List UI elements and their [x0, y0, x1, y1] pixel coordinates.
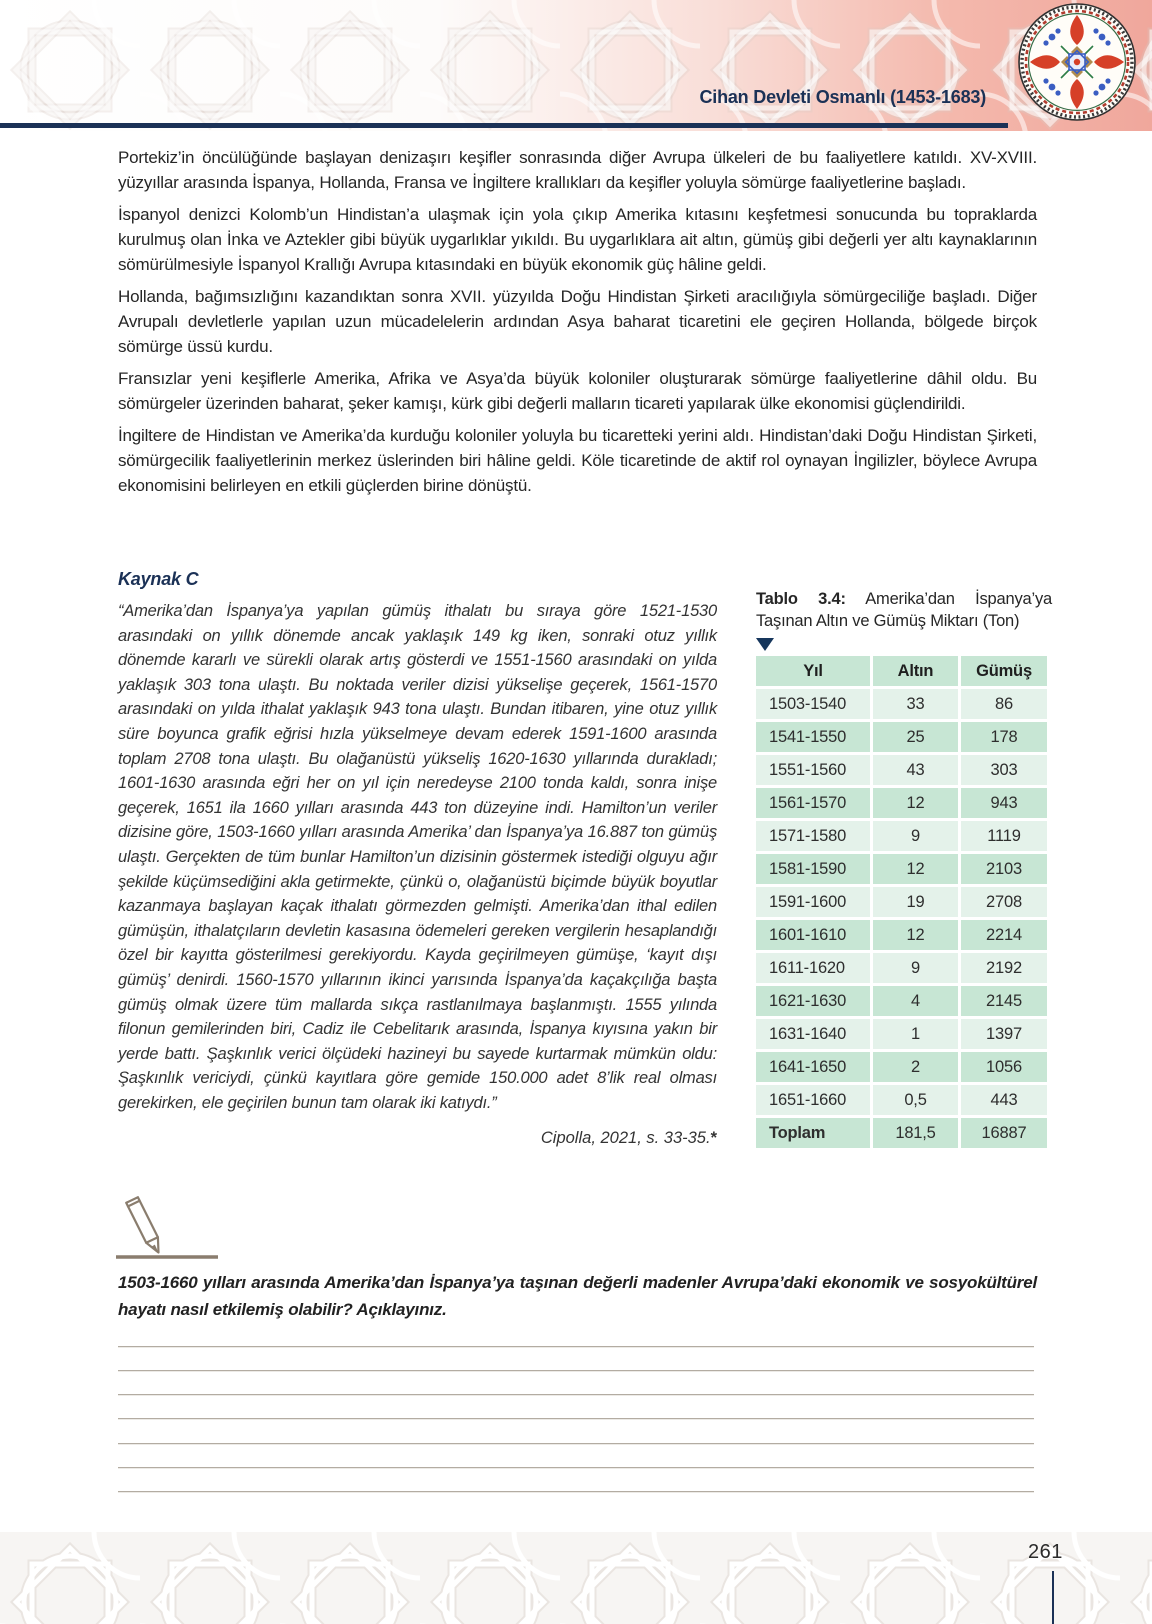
table-cell: 12: [873, 854, 958, 884]
table-cell: 1581-1590: [756, 854, 870, 884]
writing-line: [118, 1346, 1034, 1348]
table-total-row: [756, 1118, 1047, 1148]
gold-silver-table: [753, 653, 1050, 1151]
table-cell: 19: [873, 887, 958, 917]
table-cell: 12: [873, 788, 958, 818]
activity-question: 1503-1660 yılları arasında Amerika’dan İspanya’ya taşınan değerli madenler Avrupa’daki ekonomik ve sosyokültürel hayatı nasıl etkilemiş olabilir? Açıklayınız.: [118, 1273, 1037, 1319]
source-citation: Cipolla, 2021, s. 33-35.*: [540, 1129, 717, 1148]
table-row: [756, 953, 1047, 983]
table-row: [756, 821, 1047, 851]
page-footer: [0, 1532, 1152, 1624]
table-caption: [756, 588, 1052, 632]
table-row: [756, 986, 1047, 1016]
table-cell: 1611-1620: [756, 953, 870, 983]
paragraph: İngiltere de Hindistan ve Amerika’da kurduğu koloniler yoluyla bu ticaretteki yerini aldı. Hindistan’daki Doğu Hindistan Şirketi, sömürgecilik faaliyetlerinin merkez üslerinden biri hâline geldi. Köle ticaretinde de aktif rol oynayan İngilizler, böylece Avrupa ekonomisini belirleyen en etkili güçlerden birine dönüştü.: [118, 426, 1037, 495]
table-cell: 1631-1640: [756, 1019, 870, 1049]
table-total-cell: Toplam: [756, 1118, 870, 1148]
table-header-row: [756, 656, 1047, 686]
table-row: [756, 788, 1047, 818]
table-cell: 1591-1600: [756, 887, 870, 917]
writing-line: [118, 1467, 1034, 1469]
table-pointer-triangle-icon: [756, 638, 774, 651]
page-number: 261: [1028, 1541, 1063, 1563]
table-cell: 0,5: [873, 1085, 958, 1115]
table-cell: 1651-1660: [756, 1085, 870, 1115]
paragraph: Portekiz’in öncülüğünde başlayan denizaşırı keşifler sonrasında diğer Avrupa ülkeleri de bu faaliyetlere katıldı. XV-XVIII. yüzyıllar arasında İspanya, Hollanda, Fransa ve İngiltere krallıkları da keşifler yoluyla sömürge faaliyetlerine başladı.: [118, 148, 1037, 192]
table-cell: 178: [961, 722, 1047, 752]
source-quote-column: [118, 599, 717, 1148]
table-cell: 1541-1550: [756, 722, 870, 752]
table-row: [756, 755, 1047, 785]
table-cell: 2103: [961, 854, 1047, 884]
table-cell: 2145: [961, 986, 1047, 1016]
source-quote-text: “Amerika’dan İspanya’ya yapılan gümüş ithalatı bu sıraya göre 1521-1530 arasındaki on yıllık dönemde ancak yaklaşık 149 kg iken, sonraki otuz yıllık dönemde kararlı ve sürekli olarak artış gösterdi ve 1551-1560 arasındaki on yılda yaklaşık 303 tona ulaştı. Bu noktada veriler dizisi yükselişe geçerek, 1561-1570 arasındaki on yılda ithalat yaklaşık 943 tona ulaştı. Bundan itibaren, yine otuz yıllık süre boyunca grafik eğrisi hızla yükselmeye devam ederek 1591-1600 arasında toplam 2708 tona ulaştı. Bu olağanüstü yükseliş 1620-1630 yıllarında durakladı; 1601-1630 arasında eğri her on yıl için neredeyse 2100 tonda kaldı, sonra inişe geçerek, 1651 ila 1660 yılları arasında 443 ton düzeyine indi. Hamilton’un veriler dizisine göre, 1503-1660 yılları arasında Amerika’ dan İspanya’ya 16.887 ton gümüş ulaştı. Gerçekten de tüm bunlar Hamilton’un dizisinin göstermek istediği olguyu ağır şekilde küçümsediğini akla getirmekte, çünkü o, olağanüstü biçimde büyük boyutlar kazanmaya başlayan kaçak ithalatı görmezden gelmişti. Amerika’dan ithal edilen gümüşün, ithalatçıların devletin kasasına ödemeleri gereken vergilerin hesaplandığı özel bir kayıtta gösterilmesi gerekiyordu. Kayda geçirilmeyen gümüşe, ‘kayıt dışı gümüş’ denirdi. 1560-1570 yıllarının ikinci yarısında İspanya’da kaçakçılığa başta gümüş olmak üzere tüm mallarda sıkça rastlanılmaya başlanmıştı. 1555 yılında filonun gemilerinden biri, Cadiz ile Cebelitarık arasında, İspanya kıyısına yakın bir yerde battı. Şaşkınlık verici ölçüdeki hazineyi bu sayede kurtarmak mümkün oldu: Şaşkınlık vericiydi, çünkü kayıtlara göre gemide 150.000 adet 8’lik real olması gerekirken, ele geçirilen bunun tam olarak iki katıydı.”: [118, 602, 717, 1112]
table-cell: 2708: [961, 887, 1047, 917]
table-cell: 1641-1650: [756, 1052, 870, 1082]
table-cell: 443: [961, 1085, 1047, 1115]
table-cell: 33: [873, 689, 958, 719]
table-caption-label: Tablo 3.4:: [756, 590, 846, 608]
table-cell: 43: [873, 755, 958, 785]
table-cell: 1503-1540: [756, 689, 870, 719]
table-cell: 4: [873, 986, 958, 1016]
writing-line: [118, 1491, 1034, 1493]
table-cell: 1621-1630: [756, 986, 870, 1016]
table-cell: 1561-1570: [756, 788, 870, 818]
chapter-title: Cihan Devleti Osmanlı (1453-1683): [699, 87, 986, 107]
table-cell: 303: [961, 755, 1047, 785]
table-row: [756, 1019, 1047, 1049]
table-cell: 1601-1610: [756, 920, 870, 950]
table-row: [756, 1085, 1047, 1115]
header-divider-rule: [0, 123, 1008, 128]
paragraph: İspanyol denizci Kolomb’un Hindistan’a ulaşmak için yola çıkıp Amerika kıtasını keşfetmesi sonucunda bu topraklarda kurulmuş olan İnka ve Aztekler gibi büyük uygarlıklar yıkıldı. Bu uygarlıklara ait altın, gümüş gibi değerli yer altı kaynaklarının sömürülmesiyle İspanyol Krallığı Avrupa kıtasındaki en büyük ekonomik güç hâline geldi.: [118, 205, 1037, 274]
table-row: [756, 887, 1047, 917]
body-text: [118, 145, 1037, 505]
page-number-rule: [1052, 1571, 1054, 1624]
table-row: [756, 1052, 1047, 1082]
writing-line: [118, 1394, 1034, 1396]
writing-line: [118, 1443, 1034, 1445]
geometric-pattern-watermark: [0, 0, 1152, 131]
table-total-cell: 181,5: [873, 1118, 958, 1148]
citation-asterisk: *: [710, 1129, 717, 1148]
page-header: [0, 0, 1152, 131]
table-cell: 1571-1580: [756, 821, 870, 851]
table-cell: 2192: [961, 953, 1047, 983]
footer-pattern-watermark: [0, 1532, 1152, 1624]
table-cell: 1551-1560: [756, 755, 870, 785]
ottoman-tile-medallion-icon: [1017, 2, 1137, 122]
table-body: [756, 689, 1047, 1148]
paragraph: Fransızlar yeni keşiflerle Amerika, Afrika ve Asya’da büyük koloniler oluşturarak sömürge faaliyetlerine dâhil oldu. Bu sömürgeler üzerinden baharat, şeker kamışı, kürk gibi değerli malların ticareti yapılarak ülke ekonomisi güçlendirildi.: [118, 369, 1037, 413]
table-cell: 1056: [961, 1052, 1047, 1082]
pencil-icon: [114, 1194, 224, 1264]
writing-line: [118, 1370, 1034, 1372]
table-cell: 2214: [961, 920, 1047, 950]
table-cell: 943: [961, 788, 1047, 818]
table-cell: 12: [873, 920, 958, 950]
table-total-cell: 16887: [961, 1118, 1047, 1148]
table-header-cell: Yıl: [756, 656, 870, 686]
table-cell: 1: [873, 1019, 958, 1049]
table-caption-text: Amerika’dan İspanya’ya Taşınan Altın ve Gümüş Miktarı (Ton): [756, 590, 1052, 630]
table-row: [756, 689, 1047, 719]
table-cell: 1397: [961, 1019, 1047, 1049]
table-header-cell: Gümüş: [961, 656, 1047, 686]
table-row: [756, 920, 1047, 950]
table-cell: 9: [873, 953, 958, 983]
table-row: [756, 722, 1047, 752]
table-cell: 25: [873, 722, 958, 752]
table-header-cell: Altın: [873, 656, 958, 686]
table-column: [756, 588, 1052, 1151]
table-cell: 2: [873, 1052, 958, 1082]
paragraph: Hollanda, bağımsızlığını kazandıktan sonra XVII. yüzyılda Doğu Hindistan Şirketi aracılığıyla sömürgeciliğe başladı. Diğer Avrupalı devletlerle yapılan uzun mücadelelerin ardından Asya baharat ticaretini ele geçiren Hollanda, bölgede birçok sömürge üssü kurdu.: [118, 287, 1037, 356]
table-cell: 9: [873, 821, 958, 851]
table-cell: 1119: [961, 821, 1047, 851]
source-heading: Kaynak C: [118, 569, 199, 589]
table-cell: 86: [961, 689, 1047, 719]
table-row: [756, 854, 1047, 884]
writing-line: [118, 1418, 1034, 1420]
